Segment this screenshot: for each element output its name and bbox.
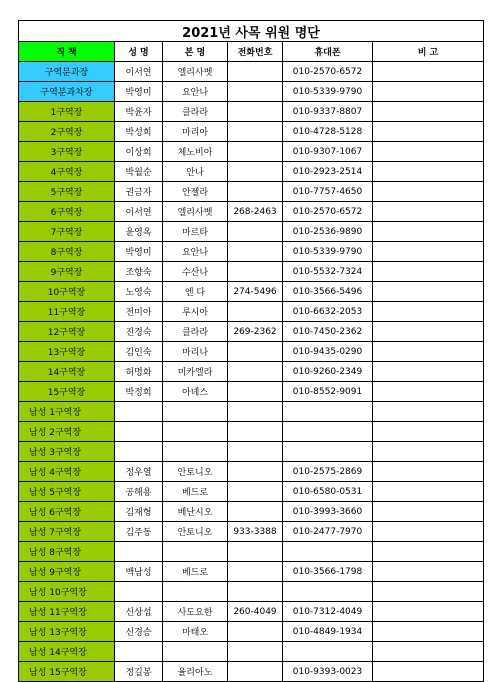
- cell-name: 정우열: [115, 462, 163, 482]
- table-row: [19, 162, 484, 182]
- cell-role: 1구역장: [19, 102, 115, 122]
- cell-role: 남성 4구역장: [19, 462, 115, 482]
- cell-baptismal-name: 베드로: [163, 482, 228, 502]
- cell-baptismal-name: 베드로: [163, 562, 228, 582]
- cell-phone: [228, 142, 283, 162]
- table-row: [19, 322, 484, 342]
- cell-baptismal-name: [163, 542, 228, 562]
- cell-mobile: 010-2570-6572: [283, 62, 373, 82]
- cell-note: [373, 562, 484, 582]
- cell-baptismal-name: 안젤라: [163, 182, 228, 202]
- table-row: [19, 222, 484, 242]
- cell-note: [373, 502, 484, 522]
- cell-phone: [228, 662, 283, 682]
- cell-role: 남성 10구역장: [19, 582, 115, 602]
- cell-phone: [228, 262, 283, 282]
- header-role: 직 책: [19, 42, 115, 62]
- cell-baptismal-name: 마태오: [163, 622, 228, 642]
- cell-phone: 269-2362: [228, 322, 283, 342]
- cell-baptismal-name: 베난시오: [163, 502, 228, 522]
- cell-mobile: [283, 422, 373, 442]
- cell-baptismal-name: 요안나: [163, 242, 228, 262]
- table-row: [19, 502, 484, 522]
- cell-mobile: 010-9260-2349: [283, 362, 373, 382]
- cell-name: [115, 542, 163, 562]
- cell-phone: [228, 302, 283, 322]
- cell-baptismal-name: 요안나: [163, 82, 228, 102]
- cell-baptismal-name: 미카엘라: [163, 362, 228, 382]
- title-row: [19, 21, 484, 42]
- cell-role: 15구역장: [19, 382, 115, 402]
- cell-baptismal-name: 안토니오: [163, 462, 228, 482]
- cell-note: [373, 222, 484, 242]
- cell-phone: [228, 482, 283, 502]
- cell-name: [115, 642, 163, 662]
- header-row: [19, 42, 484, 62]
- cell-name: 공해용: [115, 482, 163, 502]
- cell-baptismal-name: 루시아: [163, 302, 228, 322]
- cell-phone: 268-2463: [228, 202, 283, 222]
- cell-mobile: 010-7757-4650: [283, 182, 373, 202]
- cell-phone: [228, 542, 283, 562]
- cell-phone: [228, 242, 283, 262]
- table-row: [19, 522, 484, 542]
- table-row: [19, 182, 484, 202]
- cell-mobile: 010-2575-2869: [283, 462, 373, 482]
- cell-phone: [228, 342, 283, 362]
- cell-role: 남성 3구역장: [19, 442, 115, 462]
- cell-name: 김인숙: [115, 342, 163, 362]
- cell-baptismal-name: 클라라: [163, 322, 228, 342]
- cell-mobile: [283, 642, 373, 662]
- cell-role: 13구역장: [19, 342, 115, 362]
- cell-phone: [228, 82, 283, 102]
- cell-phone: [228, 562, 283, 582]
- cell-name: 전미아: [115, 302, 163, 322]
- table-row: [19, 362, 484, 382]
- cell-phone: [228, 462, 283, 482]
- cell-role: 9구역장: [19, 262, 115, 282]
- cell-phone: [228, 622, 283, 642]
- cell-name: 박월순: [115, 162, 163, 182]
- cell-mobile: 010-3566-5496: [283, 282, 373, 302]
- cell-phone: 274-5496: [228, 282, 283, 302]
- cell-phone: [228, 402, 283, 422]
- cell-name: 백남성: [115, 562, 163, 582]
- cell-name: 허명화: [115, 362, 163, 382]
- cell-baptismal-name: [163, 642, 228, 662]
- cell-name: 신경승: [115, 622, 163, 642]
- cell-role: 남성 6구역장: [19, 502, 115, 522]
- cell-baptismal-name: 엘리사벳: [163, 62, 228, 82]
- cell-mobile: 010-9435-0290: [283, 342, 373, 362]
- cell-note: [373, 342, 484, 362]
- cell-mobile: 010-2477-7970: [283, 522, 373, 542]
- cell-phone: [228, 642, 283, 662]
- cell-note: [373, 122, 484, 142]
- cell-name: 권금자: [115, 182, 163, 202]
- cell-baptismal-name: 마리아: [163, 122, 228, 142]
- header-note: 비 고: [373, 42, 484, 62]
- cell-phone: [228, 222, 283, 242]
- cell-mobile: 010-3993-3660: [283, 502, 373, 522]
- cell-name: 노영숙: [115, 282, 163, 302]
- cell-note: [373, 242, 484, 262]
- cell-name: 박정희: [115, 382, 163, 402]
- table-row: [19, 382, 484, 402]
- cell-note: [373, 442, 484, 462]
- cell-name: 박영미: [115, 242, 163, 262]
- table-row: [19, 62, 484, 82]
- cell-name: [115, 442, 163, 462]
- cell-baptismal-name: 엘리사벳: [163, 202, 228, 222]
- cell-mobile: 010-2570-6572: [283, 202, 373, 222]
- cell-note: [373, 102, 484, 122]
- cell-role: 남성 2구역장: [19, 422, 115, 442]
- cell-role: 3구역장: [19, 142, 115, 162]
- cell-note: [373, 602, 484, 622]
- table-row: [19, 122, 484, 142]
- cell-note: [373, 462, 484, 482]
- cell-role: 10구역장: [19, 282, 115, 302]
- cell-note: [373, 162, 484, 182]
- cell-name: 이서연: [115, 202, 163, 222]
- table-row: [19, 282, 484, 302]
- cell-mobile: 010-6632-2053: [283, 302, 373, 322]
- table-row: [19, 242, 484, 262]
- cell-note: [373, 582, 484, 602]
- cell-note: [373, 542, 484, 562]
- cell-baptismal-name: [163, 582, 228, 602]
- table-row: [19, 402, 484, 422]
- cell-note: [373, 82, 484, 102]
- cell-role: 4구역장: [19, 162, 115, 182]
- cell-note: [373, 402, 484, 422]
- cell-baptismal-name: 수산나: [163, 262, 228, 282]
- cell-baptismal-name: [163, 442, 228, 462]
- cell-baptismal-name: 안토니오: [163, 522, 228, 542]
- cell-role: 남성 15구역장: [19, 662, 115, 682]
- table-row: [19, 542, 484, 562]
- table-row: [19, 422, 484, 442]
- cell-mobile: [283, 582, 373, 602]
- cell-mobile: [283, 442, 373, 462]
- cell-name: 신상섭: [115, 602, 163, 622]
- cell-mobile: 010-5339-9790: [283, 242, 373, 262]
- table-row: [19, 582, 484, 602]
- table-row: [19, 622, 484, 642]
- cell-name: 김주동: [115, 522, 163, 542]
- cell-note: [373, 642, 484, 662]
- cell-role: 남성 13구역장: [19, 622, 115, 642]
- cell-baptismal-name: 엔 다: [163, 282, 228, 302]
- table-row: [19, 642, 484, 662]
- table-row: [19, 82, 484, 102]
- cell-name: 김재형: [115, 502, 163, 522]
- cell-name: 윤영옥: [115, 222, 163, 242]
- cell-mobile: 010-5532-7324: [283, 262, 373, 282]
- cell-mobile: 010-6580-0531: [283, 482, 373, 502]
- cell-phone: 933-3388: [228, 522, 283, 542]
- header-baptismal-name: 본 명: [163, 42, 228, 62]
- table-row: [19, 482, 484, 502]
- cell-mobile: 010-7450-2362: [283, 322, 373, 342]
- cell-name: 박성희: [115, 122, 163, 142]
- cell-baptismal-name: 마르타: [163, 222, 228, 242]
- table-row: [19, 142, 484, 162]
- cell-note: [373, 622, 484, 642]
- cell-phone: [228, 102, 283, 122]
- cell-role: 남성 8구역장: [19, 542, 115, 562]
- table-row: [19, 202, 484, 222]
- table-row: [19, 562, 484, 582]
- cell-mobile: [283, 402, 373, 422]
- cell-name: [115, 422, 163, 442]
- cell-role: 11구역장: [19, 302, 115, 322]
- cell-phone: [228, 62, 283, 82]
- cell-mobile: [283, 542, 373, 562]
- table-row: [19, 342, 484, 362]
- cell-mobile: 010-7312-4049: [283, 602, 373, 622]
- cell-role: 2구역장: [19, 122, 115, 142]
- cell-name: [115, 402, 163, 422]
- cell-role: 8구역장: [19, 242, 115, 262]
- cell-role: 구역분과차장: [19, 82, 115, 102]
- cell-role: 남성 5구역장: [19, 482, 115, 502]
- cell-mobile: 010-4728-5128: [283, 122, 373, 142]
- table-row: [19, 602, 484, 622]
- cell-mobile: 010-9393-0023: [283, 662, 373, 682]
- cell-role: 구역분과장: [19, 62, 115, 82]
- cell-role: 남성 11구역장: [19, 602, 115, 622]
- cell-note: [373, 382, 484, 402]
- cell-name: 이상희: [115, 142, 163, 162]
- cell-phone: 260-4049: [228, 602, 283, 622]
- cell-mobile: 010-8552-9091: [283, 382, 373, 402]
- cell-mobile: 010-9337-8807: [283, 102, 373, 122]
- roster-sheet: [18, 20, 483, 682]
- cell-role: 7구역장: [19, 222, 115, 242]
- cell-baptismal-name: 사도요한: [163, 602, 228, 622]
- table-row: [19, 442, 484, 462]
- cell-baptismal-name: 클라라: [163, 102, 228, 122]
- cell-role: 남성 1구역장: [19, 402, 115, 422]
- header-name: 성 명: [115, 42, 163, 62]
- cell-phone: [228, 442, 283, 462]
- cell-note: [373, 142, 484, 162]
- table-row: [19, 302, 484, 322]
- page-title: 2021년 사목 위원 명단: [19, 21, 484, 42]
- cell-role: 남성 14구역장: [19, 642, 115, 662]
- header-mobile: 휴대폰: [283, 42, 373, 62]
- cell-role: 남성 7구역장: [19, 522, 115, 542]
- cell-note: [373, 522, 484, 542]
- cell-note: [373, 422, 484, 442]
- cell-phone: [228, 122, 283, 142]
- cell-role: 5구역장: [19, 182, 115, 202]
- cell-phone: [228, 502, 283, 522]
- cell-note: [373, 262, 484, 282]
- cell-role: 14구역장: [19, 362, 115, 382]
- cell-note: [373, 482, 484, 502]
- cell-role: 12구역장: [19, 322, 115, 342]
- cell-mobile: 010-9307-1067: [283, 142, 373, 162]
- cell-note: [373, 302, 484, 322]
- table-row: [19, 102, 484, 122]
- header-phone: 전화번호: [228, 42, 283, 62]
- cell-name: [115, 582, 163, 602]
- table-row: [19, 662, 484, 682]
- cell-phone: [228, 582, 283, 602]
- table-row: [19, 262, 484, 282]
- table-row: [19, 462, 484, 482]
- cell-note: [373, 182, 484, 202]
- cell-note: [373, 362, 484, 382]
- cell-note: [373, 202, 484, 222]
- cell-name: 진경숙: [115, 322, 163, 342]
- cell-note: [373, 62, 484, 82]
- cell-mobile: 010-5339-9790: [283, 82, 373, 102]
- cell-phone: [228, 162, 283, 182]
- cell-role: 남성 9구역장: [19, 562, 115, 582]
- cell-baptismal-name: 안나: [163, 162, 228, 182]
- cell-name: 정길봉: [115, 662, 163, 682]
- cell-phone: [228, 362, 283, 382]
- cell-baptismal-name: 아녜스: [163, 382, 228, 402]
- cell-phone: [228, 182, 283, 202]
- cell-name: 이서연: [115, 62, 163, 82]
- cell-baptismal-name: 마리나: [163, 342, 228, 362]
- cell-name: 박영미: [115, 82, 163, 102]
- cell-phone: [228, 382, 283, 402]
- roster-table: [18, 20, 484, 682]
- cell-role: 6구역장: [19, 202, 115, 222]
- cell-baptismal-name: [163, 402, 228, 422]
- cell-baptismal-name: 체노비아: [163, 142, 228, 162]
- cell-baptismal-name: 율리아노: [163, 662, 228, 682]
- cell-note: [373, 282, 484, 302]
- roster-body: [19, 62, 484, 682]
- cell-mobile: 010-2923-2514: [283, 162, 373, 182]
- cell-name: 박윤자: [115, 102, 163, 122]
- cell-name: 조향숙: [115, 262, 163, 282]
- cell-mobile: 010-3566-1798: [283, 562, 373, 582]
- cell-mobile: 010-2536-9890: [283, 222, 373, 242]
- cell-mobile: 010-4849-1934: [283, 622, 373, 642]
- cell-note: [373, 322, 484, 342]
- cell-phone: [228, 422, 283, 442]
- cell-baptismal-name: [163, 422, 228, 442]
- cell-note: [373, 662, 484, 682]
